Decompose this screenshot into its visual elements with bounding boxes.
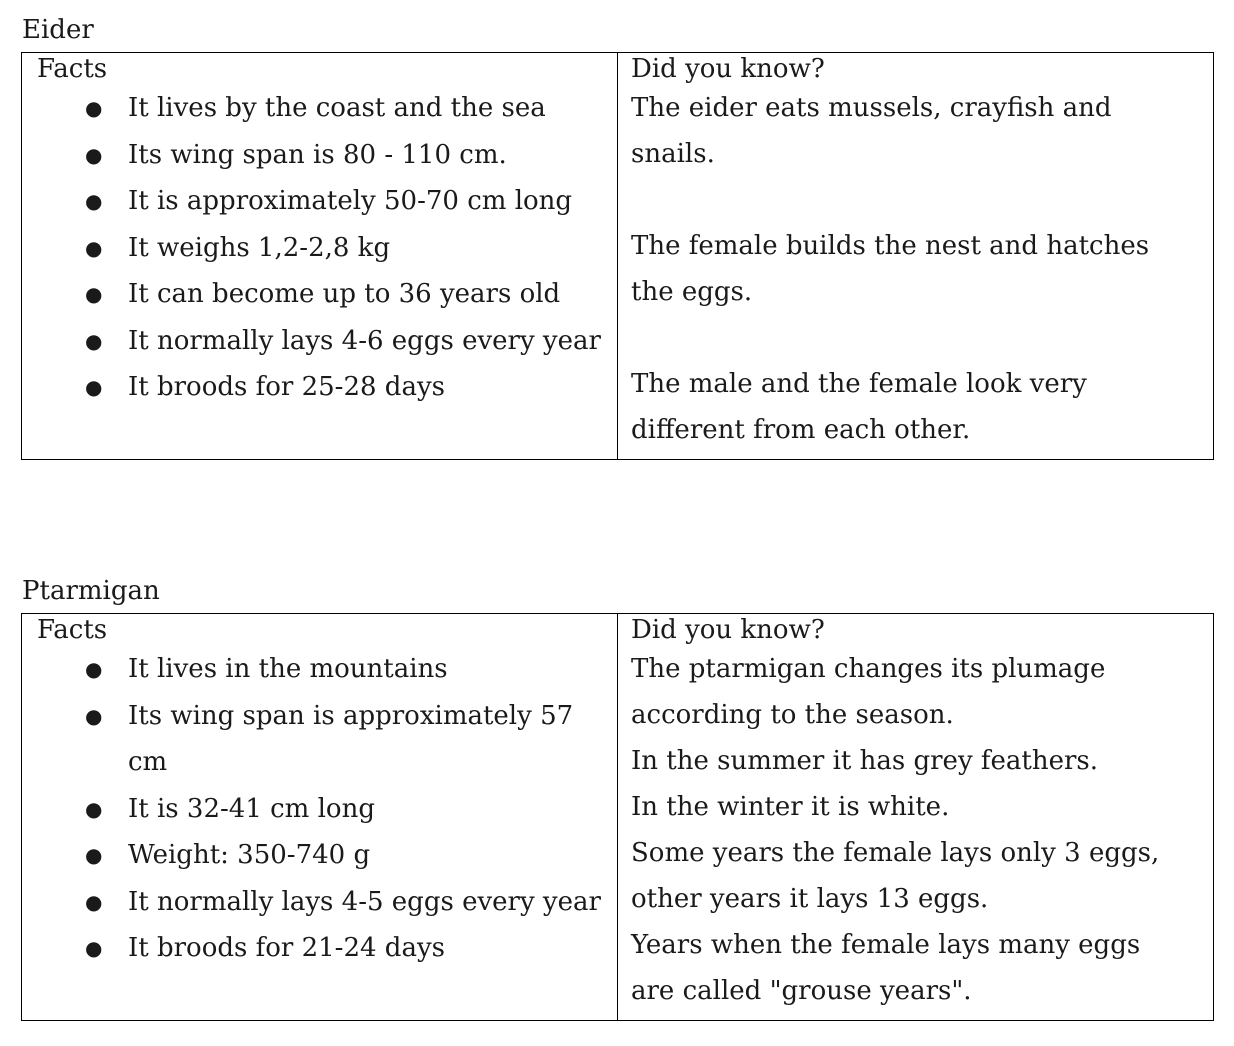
ptarmigan-facts-list [37,646,617,972]
did-you-know-line: are called "grouse years". [631,976,972,1006]
did-you-know-line [631,177,1213,223]
bullet-icon: ● [85,796,103,821]
bullet-icon: ● [85,328,103,353]
list-item: ● It can become up to 36 years old [37,271,617,318]
list-item: ● It broods for 25-28 days [37,364,617,411]
eider-facts-list [37,85,617,411]
bullet-icon: ● [85,936,103,960]
list-item: ● It weighs 1,2-2,8 kg [37,225,617,272]
bullet-icon: ● [85,282,103,306]
did-you-know-line: other years it lays 13 eggs. [631,884,989,914]
did-you-know-line: Years when the female lays many eggs [631,930,1141,960]
did-you-know-line: In the winter it is white. [631,792,950,822]
list-item: ● Weight: 350-740 g [37,832,617,879]
eider-facts-header: Facts [37,54,108,84]
ptarmigan-did-you-know-column [618,614,1213,1020]
bullet-icon: ● [85,189,103,213]
eider-section [21,14,1214,460]
bullet-icon: ● [85,375,103,399]
list-item: ● Its wing span is 80 - 110 cm. [37,132,617,179]
did-you-know-line: Some years the female lays only 3 eggs, [631,838,1160,868]
did-you-know-line: different from each other. [631,415,971,445]
did-you-know-line: The female builds the nest and hatches [631,231,1150,261]
ptarmigan-title: Ptarmigan [22,576,160,606]
did-you-know-line: snails. [631,139,715,169]
ptarmigan-table [21,613,1214,1021]
list-item: ● It normally lays 4-6 eggs every year [37,318,617,365]
list-item: ● Its wing span is approximately 57 cm [37,693,617,786]
did-you-know-line: The ptarmigan changes its plumage [631,654,1106,684]
did-you-know-line: The male and the female look very [631,369,1087,399]
bullet-icon: ● [85,843,103,867]
eider-table [21,52,1214,460]
ptarmigan-section [21,575,1214,1021]
bullet-icon: ● [85,142,103,167]
list-item: ● It normally lays 4-5 eggs every year [37,879,617,926]
bullet-icon: ● [85,703,103,728]
bullet-icon: ● [85,889,103,914]
bullet-icon: ● [85,657,103,681]
eider-facts-column [22,53,618,459]
did-you-know-line: according to the season. [631,700,954,730]
list-item: ● It broods for 21-24 days [37,925,617,972]
ptarmigan-facts-header: Facts [37,615,108,645]
eider-did-you-know-header: Did you know? [631,54,825,84]
ptarmigan-did-you-know-header: Did you know? [631,615,825,645]
eider-title: Eider [22,15,94,45]
ptarmigan-facts-column [22,614,618,1020]
list-item: ● It is 32-41 cm long [37,786,617,833]
list-item: ● It is approximately 50-70 cm long [37,178,617,225]
did-you-know-line: In the summer it has grey feathers. [631,746,1099,776]
did-you-know-line: The eider eats mussels, crayfish and [631,93,1112,123]
did-you-know-line [631,315,1213,361]
did-you-know-line: the eggs. [631,277,753,307]
eider-did-you-know-column [618,53,1213,459]
bullet-icon: ● [85,235,103,260]
bullet-icon: ● [85,96,103,120]
list-item: ● It lives by the coast and the sea [37,85,617,132]
list-item: ● It lives in the mountains [37,646,617,693]
